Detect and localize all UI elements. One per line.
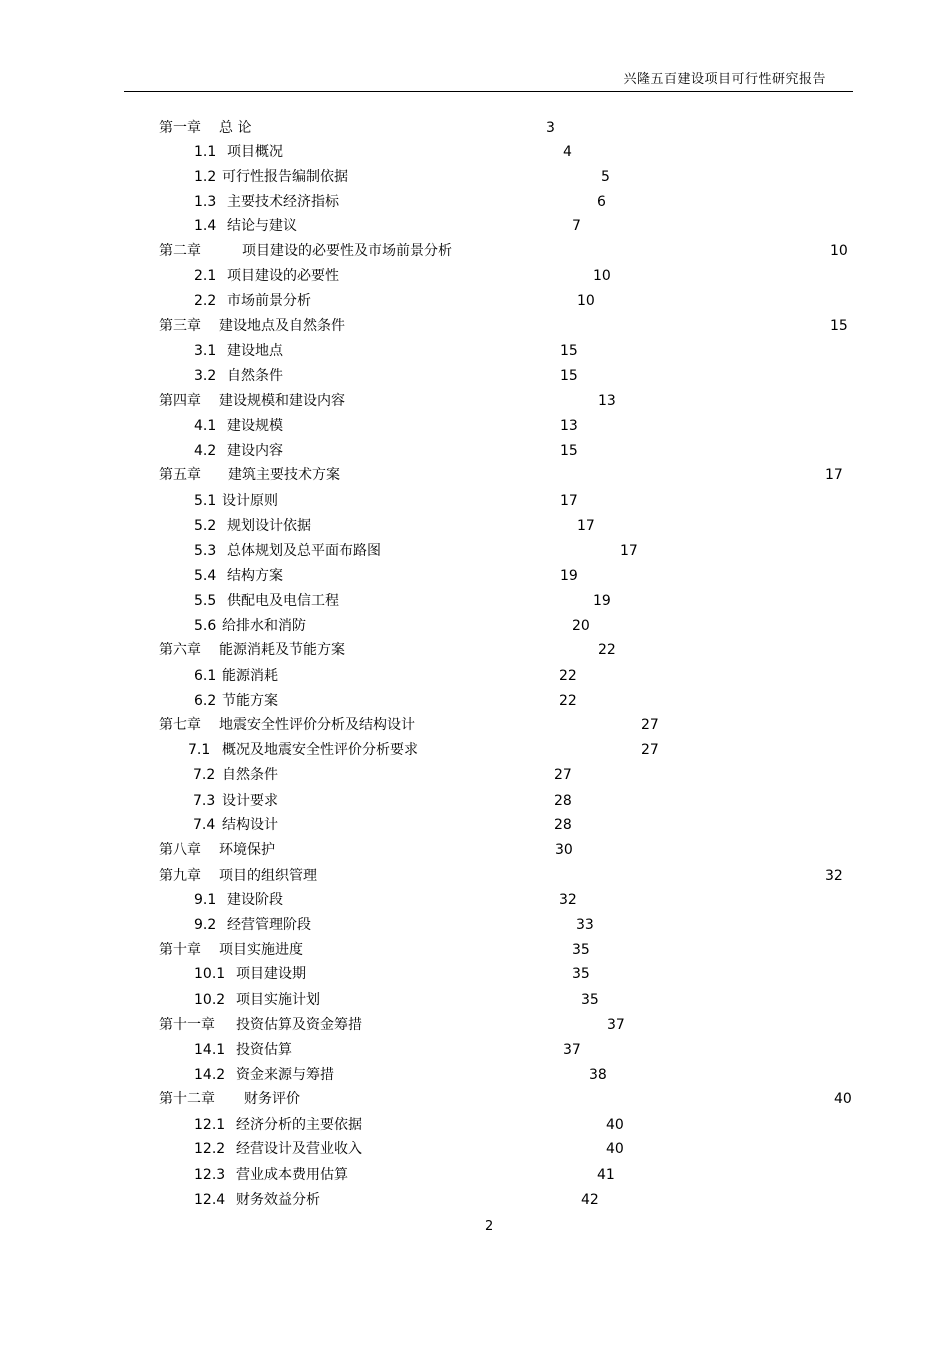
toc-entry-number: 9.2 (194, 917, 217, 933)
toc-entry-label: 项目的组织管理 (219, 868, 317, 884)
toc-entry-page: 4 (563, 144, 572, 160)
toc-entry-label: 总 论 (219, 120, 252, 136)
toc-entry-page: 13 (598, 393, 616, 409)
toc-entry-number: 1.1 (194, 144, 217, 160)
toc-entry-number: 9.1 (194, 892, 217, 908)
toc-entry-number: 1.4 (194, 218, 217, 234)
toc-entry-label: 概况及地震安全性评价分析要求 (222, 742, 418, 758)
toc-entry-number: 12.4 (194, 1192, 226, 1208)
toc-entry-page: 35 (581, 992, 599, 1008)
toc-entry-page: 15 (830, 318, 848, 334)
toc-entry-label: 经济分析的主要依据 (236, 1117, 362, 1133)
toc-entry-page: 27 (554, 767, 572, 783)
toc-entry-label: 项目建设的必要性 (227, 268, 339, 284)
toc-entry-number: 7.4 (193, 817, 216, 833)
toc-entry-page: 27 (641, 717, 659, 733)
toc-entry-page: 17 (825, 467, 843, 483)
toc-entry-page: 20 (572, 618, 590, 634)
toc-entry-number: 1.2 (194, 169, 217, 185)
toc-entry-page: 32 (825, 868, 843, 884)
toc-entry-label: 自然条件 (222, 767, 278, 783)
toc-entry-number: 5.4 (194, 568, 217, 584)
toc-entry-number: 第十一章 (159, 1017, 215, 1033)
toc-entry-number: 6.1 (194, 668, 217, 684)
toc-entry-label: 营业成本费用估算 (236, 1167, 348, 1183)
toc-entry-page: 10 (593, 268, 611, 284)
toc-entry-number: 12.3 (194, 1167, 226, 1183)
toc-entry-label: 设计原则 (222, 493, 278, 509)
toc-entry-page: 37 (607, 1017, 625, 1033)
toc-entry-number: 14.2 (194, 1067, 226, 1083)
toc-entry-number: 第八章 (159, 842, 201, 858)
toc-entry-label: 给排水和消防 (222, 618, 306, 634)
toc-entry-label: 环境保护 (219, 842, 275, 858)
toc-entry-number: 12.1 (194, 1117, 226, 1133)
toc-entry-number: 7.1 (188, 742, 211, 758)
toc-entry-label: 经营管理阶段 (227, 917, 311, 933)
toc-entry-number: 7.2 (193, 767, 216, 783)
toc-entry-label: 供配电及电信工程 (227, 593, 339, 609)
toc-entry-label: 建筑主要技术方案 (228, 467, 340, 483)
toc-entry-page: 19 (560, 568, 578, 584)
toc-entry-label: 项目建设期 (236, 966, 306, 982)
toc-entry-page: 22 (559, 693, 577, 709)
toc-entry-page: 3 (546, 120, 555, 136)
toc-entry-number: 第五章 (159, 467, 201, 483)
toc-entry-number: 第七章 (159, 717, 201, 733)
toc-entry-page: 30 (555, 842, 573, 858)
toc-entry-number: 第十章 (159, 942, 201, 958)
toc-entry-number: 7.3 (193, 793, 216, 809)
toc-entry-page: 6 (597, 194, 606, 210)
toc-entry-page: 15 (560, 343, 578, 359)
toc-entry-page: 27 (641, 742, 659, 758)
toc-entry-number: 10.1 (194, 966, 226, 982)
toc-entry-number: 第十二章 (159, 1091, 215, 1107)
toc-entry-page: 17 (560, 493, 578, 509)
toc-entry-page: 41 (597, 1167, 615, 1183)
toc-entry-page: 38 (589, 1067, 607, 1083)
toc-entry-page: 28 (554, 817, 572, 833)
toc-entry-number: 4.1 (194, 418, 217, 434)
toc-entry-number: 1.3 (194, 194, 217, 210)
toc-entry-label: 投资估算及资金筹措 (236, 1017, 362, 1033)
toc-entry-number: 10.2 (194, 992, 226, 1008)
toc-entry-page: 33 (576, 917, 594, 933)
toc-entry-page: 37 (563, 1042, 581, 1058)
toc-entry-number: 3.2 (194, 368, 217, 384)
toc-entry-label: 建设规模和建设内容 (219, 393, 345, 409)
toc-entry-label: 建设地点及自然条件 (219, 318, 345, 334)
toc-entry-number: 第二章 (159, 243, 201, 259)
toc-entry-page: 40 (606, 1141, 624, 1157)
toc-entry-page: 5 (601, 169, 610, 185)
toc-entry-page: 13 (560, 418, 578, 434)
toc-entry-number: 4.2 (194, 443, 217, 459)
toc-entry-label: 结构设计 (222, 817, 278, 833)
toc-entry-number: 3.1 (194, 343, 217, 359)
header-rule (124, 91, 853, 92)
toc-entry-label: 市场前景分析 (227, 293, 311, 309)
toc-entry-number: 6.2 (194, 693, 217, 709)
toc-entry-number: 5.3 (194, 543, 217, 559)
toc-entry-page: 40 (606, 1117, 624, 1133)
toc-entry-page: 40 (834, 1091, 852, 1107)
toc-entry-label: 可行性报告编制依据 (222, 169, 348, 185)
toc-entry-label: 节能方案 (222, 693, 278, 709)
toc-entry-page: 10 (830, 243, 848, 259)
toc-entry-number: 12.2 (194, 1141, 226, 1157)
toc-entry-label: 财务评价 (244, 1091, 300, 1107)
toc-entry-number: 14.1 (194, 1042, 226, 1058)
toc-entry-number: 2.2 (194, 293, 217, 309)
toc-entry-page: 32 (559, 892, 577, 908)
toc-entry-label: 项目概况 (227, 144, 283, 160)
toc-entry-number: 第三章 (159, 318, 201, 334)
toc-entry-number: 第四章 (159, 393, 201, 409)
toc-entry-page: 7 (572, 218, 581, 234)
toc-entry-label: 建设地点 (227, 343, 283, 359)
toc-entry-page: 42 (581, 1192, 599, 1208)
toc-entry-page: 15 (560, 443, 578, 459)
toc-entry-label: 项目实施计划 (236, 992, 320, 1008)
toc-entry-label: 经营设计及营业收入 (236, 1141, 362, 1157)
page-header-title: 兴隆五百建设项目可行性研究报告 (623, 72, 826, 87)
toc-entry-label: 能源消耗 (222, 668, 278, 684)
toc-entry-page: 28 (554, 793, 572, 809)
toc-entry-label: 建设规模 (227, 418, 283, 434)
toc-entry-label: 设计要求 (222, 793, 278, 809)
toc-entry-page: 19 (593, 593, 611, 609)
toc-entry-number: 5.2 (194, 518, 217, 534)
toc-entry-number: 第一章 (159, 120, 201, 136)
toc-entry-label: 结论与建议 (227, 218, 297, 234)
toc-entry-label: 投资估算 (236, 1042, 292, 1058)
toc-entry-number: 5.1 (194, 493, 217, 509)
toc-entry-number: 第九章 (159, 868, 201, 884)
toc-entry-label: 能源消耗及节能方案 (219, 642, 345, 658)
toc-entry-label: 资金来源与筹措 (236, 1067, 334, 1083)
toc-entry-page: 10 (577, 293, 595, 309)
toc-entry-number: 2.1 (194, 268, 217, 284)
toc-entry-label: 总体规划及总平面布路图 (227, 543, 381, 559)
toc-entry-page: 15 (560, 368, 578, 384)
toc-entry-label: 项目建设的必要性及市场前景分析 (242, 243, 452, 259)
toc-entry-number: 第六章 (159, 642, 201, 658)
toc-entry-number: 5.6 (194, 618, 217, 634)
toc-entry-label: 地震安全性评价分析及结构设计 (219, 717, 415, 733)
toc-entry-label: 项目实施进度 (219, 942, 303, 958)
toc-entry-page: 35 (572, 942, 590, 958)
toc-entry-page: 35 (572, 966, 590, 982)
toc-entry-label: 主要技术经济指标 (227, 194, 339, 210)
toc-entry-page: 22 (598, 642, 616, 658)
toc-entry-label: 结构方案 (227, 568, 283, 584)
page-number: 2 (485, 1219, 494, 1234)
toc-entry-page: 17 (577, 518, 595, 534)
toc-entry-label: 建设阶段 (227, 892, 283, 908)
toc-entry-number: 5.5 (194, 593, 217, 609)
toc-entry-page: 17 (620, 543, 638, 559)
toc-entry-label: 建设内容 (227, 443, 283, 459)
toc-entry-label: 自然条件 (227, 368, 283, 384)
toc-entry-label: 财务效益分析 (236, 1192, 320, 1208)
toc-entry-page: 22 (559, 668, 577, 684)
toc-entry-label: 规划设计依据 (227, 518, 311, 534)
